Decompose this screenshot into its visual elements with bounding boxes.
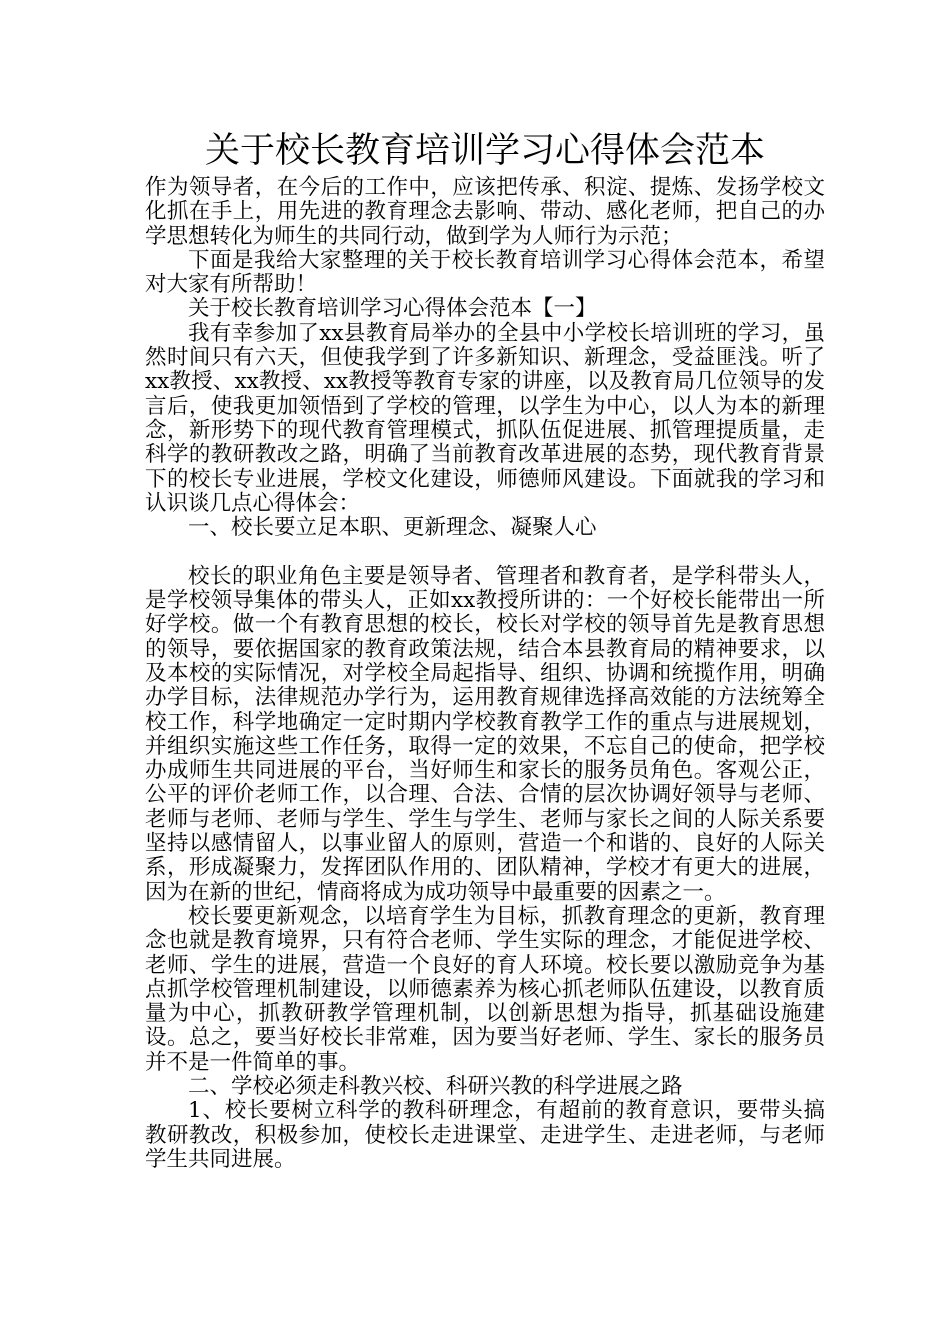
intro-paragraph: 作为领导者，在今后的工作中，应该把传承、积淀、提炼、发扬学校文化抓在手上，用先进的教育理念去影响、带动、感化老师，把自己的办学思想转化为师生的共同行动，做到学为人师行为示范；	[145, 175, 825, 249]
body-paragraph-4: 1、校长要树立科学的教科研理念，有超前的教育意识，要带头搞教研教改，积极参加，使校长走进课堂、走进学生、走进老师，与老师学生共同进展。	[145, 1098, 825, 1172]
document-title: 关于校长教育培训学习心得体会范本	[204, 131, 765, 171]
intro-paragraph-2: 下面是我给大家整理的关于校长教育培训学习心得体会范本，希望对大家有所帮助！	[145, 247, 825, 298]
blank-line	[145, 540, 825, 564]
document-page	[145, 126, 825, 1172]
body-paragraph-2: 校长的职业角色主要是领导者、管理者和教育者，是学科带头人，是学校领导集体的带头人，正如xx教授所讲的：一个好校长能带出一所好学校。做一个有教育思想的校长，校长对学校的领导首先是教育思想的领导，要依据国家的教育政策法规，结合本县教育局的精神要求，以及本校的实际情况，对学校全局起指导、组织、协调和统揽作用，明确办学目标，法律规范办学行为，运用教育规律选择高效能的方法统筹全校工作，科学地确定一定时期内学校教育教学工作的重点与进展规划，并组织实施这些工作任务，取得一定的效果，不忘自己的使命，把学校办成师生共同进展的平台，当好师生和家长的服务员角色。客观公正，公平的评价老师工作，以合理、合法、合情的层次协调好领导与老师、老师与老师、老师与学生、学生与学生、老师与家长之间的人际关系要坚持以感情留人，以事业留人的原则，营造一个和谐的、良好的人际关系，形成凝聚力，发挥团队作用的、团队精神，学校才有更大的进展，因为在新的世纪，情商将成为成功领导中最重要的因素之一。	[145, 563, 825, 905]
section-heading-2: 二、学校必须走科教兴校、科研兴教的科学进展之路	[188, 1073, 683, 1099]
body-paragraph-3: 校长要更新观念，以培育学生为目标，抓教育理念的更新，教育理念也就是教育境界，只有符合老师、学生实际的理念，才能促进学校、老师、学生的进展，营造一个良好的育人环境。校长要以激励竞争为基点抓学校管理机制建设，以师德素养为核心抓老师队伍建设，以教育质量为中心，抓教研教学管理机制，以创新思想为指导，抓基础设施建设。总之，要当好校长非常难，因为要当好老师、学生、家长的服务员并不是一件简单的事。	[145, 903, 825, 1075]
section-title: 关于校长教育培训学习心得体会范本【一】	[188, 296, 597, 322]
section-heading-1: 一、校长要立足本职、更新理念、凝聚人心	[188, 515, 597, 541]
body-paragraph-1: 我有幸参加了xx县教育局举办的全县中小学校长培训班的学习，虽然时间只有六天，但使我学到了许多新知识、新理念，受益匪浅。听了xx教授、xx教授、xx教授等教育专家的讲座，以及教育局几位领导的发言后，使我更加领悟到了学校的管理，以学生为中心，以人为本的新理念，新形势下的现代教育管理模式，抓队伍促进展、抓管理提质量，走科学的教研教改之路，明确了当前教育改革进展的态势，现代教育背景下的校长专业进展，学校文化建设，师德师风建设。下面就我的学习和认识谈几点心得体会：	[145, 320, 825, 516]
